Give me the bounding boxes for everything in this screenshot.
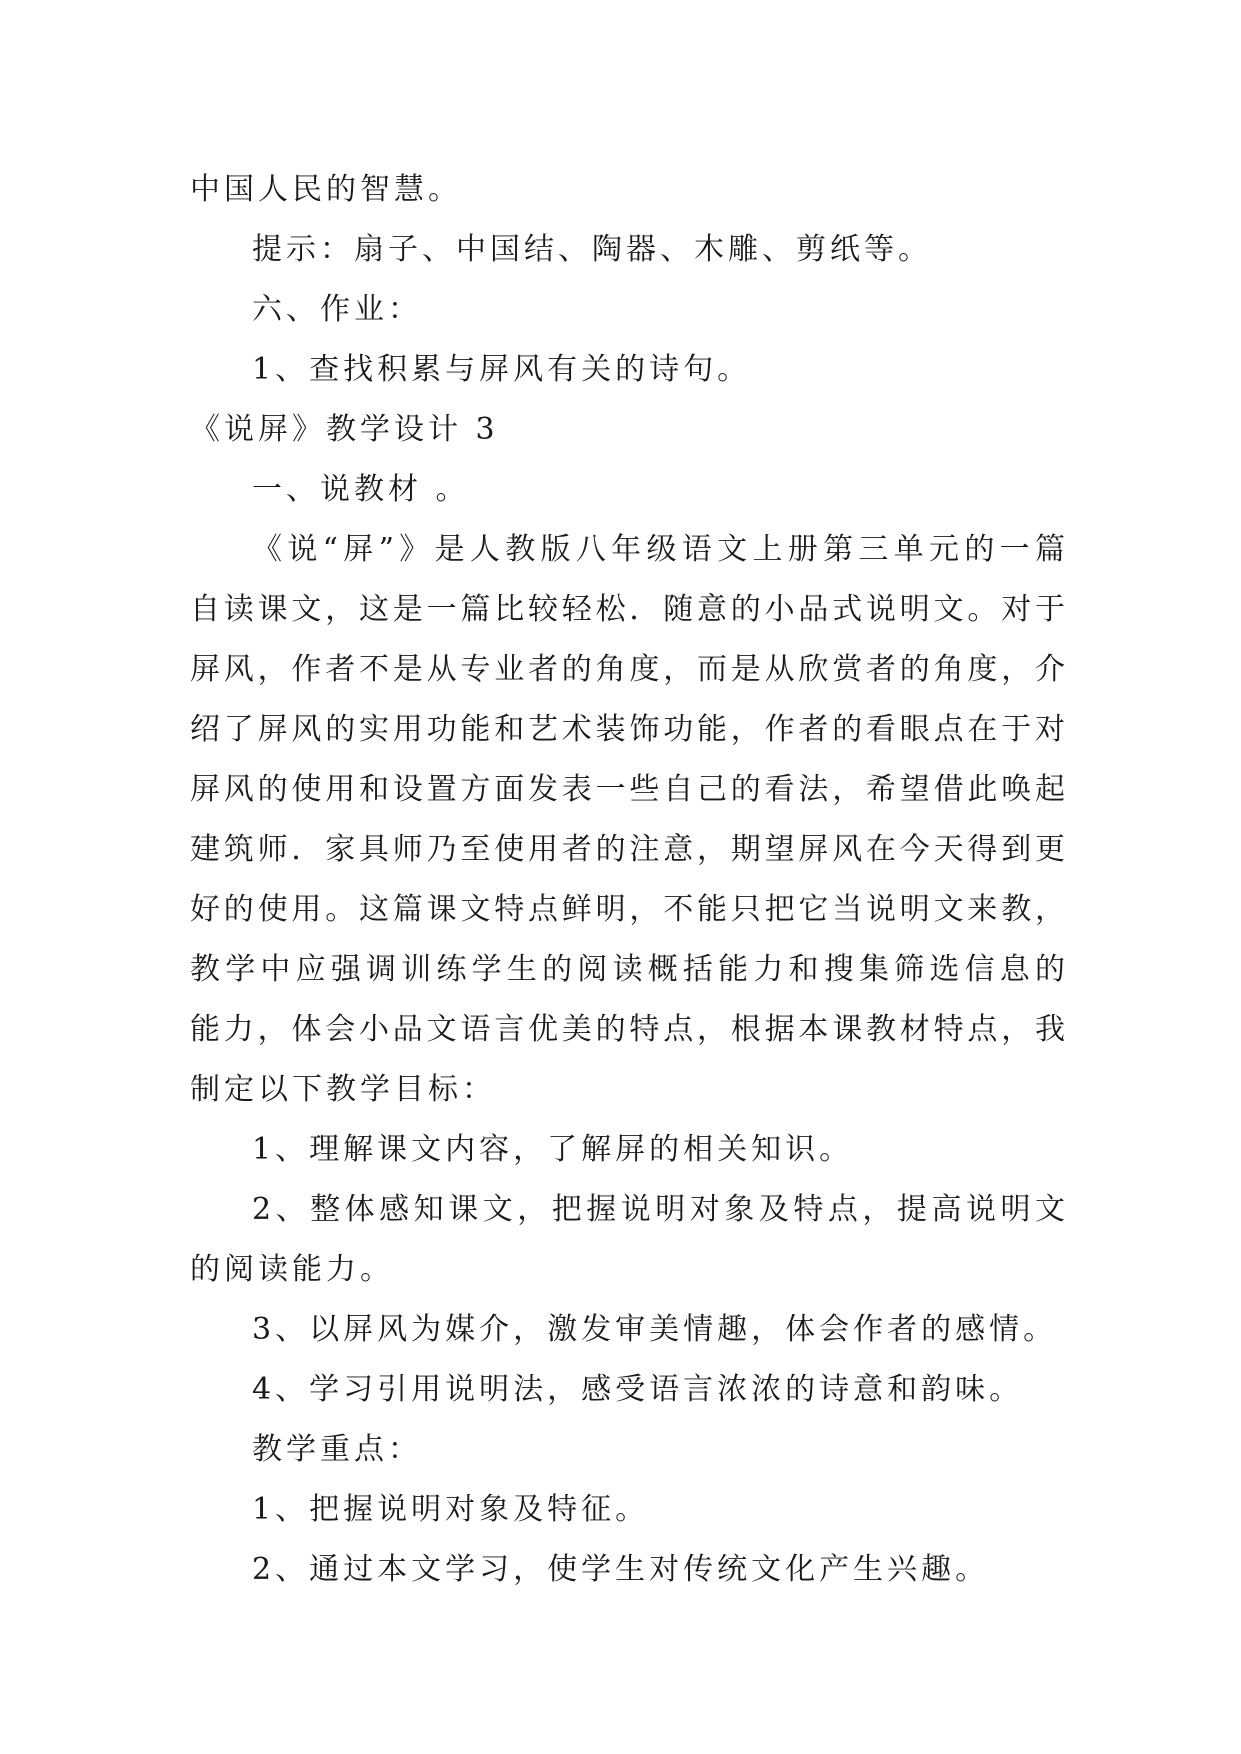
list-item: 1、查找积累与屏风有关的诗句。	[252, 352, 752, 387]
document-title: 《说屏》教学设计 3	[190, 412, 499, 447]
section-heading: 六、作业：	[252, 292, 422, 327]
paragraph-line: 好的使用。这篇课文特点鲜明，不能只把它当说明文来教，	[190, 892, 1065, 927]
document-body	[190, 160, 1065, 1600]
paragraph-line: 教学中应强调训练学生的阅读概括能力和搜集筛选信息的	[190, 952, 1065, 987]
paragraph-line: 自读课文，这是一篇比较轻松．随意的小品式说明文。对于	[190, 592, 1065, 627]
list-item-continuation: 的阅读能力。	[190, 1252, 394, 1287]
text-line: 提示：扇子、中国结、陶器、木雕、剪纸等。	[252, 232, 932, 267]
list-item: 1、把握说明对象及特征。	[252, 1492, 650, 1527]
paragraph-line: 屏风的使用和设置方面发表一些自己的看法，希望借此唤起	[190, 772, 1065, 807]
list-item: 3、以屏风为媒介，激发审美情趣，体会作者的感情。	[252, 1312, 1058, 1347]
section-heading: 教学重点：	[252, 1432, 422, 1467]
list-item: 4、学习引用说明法，感受语言浓浓的诗意和韵味。	[252, 1372, 1024, 1407]
list-item: 2、通过本文学习，使学生对传统文化产生兴趣。	[252, 1552, 990, 1587]
list-item: 2、整体感知课文，把握说明对象及特点，提高说明文	[252, 1192, 1065, 1227]
paragraph-line: 能力，体会小品文语言优美的特点，根据本课教材特点，我	[190, 1012, 1065, 1047]
list-item: 1、理解课文内容，了解屏的相关知识。	[252, 1132, 854, 1167]
paragraph-line: 制定以下教学目标：	[190, 1072, 496, 1107]
paragraph-line: 建筑师．家具师乃至使用者的注意，期望屏风在今天得到更	[190, 832, 1065, 867]
section-heading: 一、说教材 。	[252, 472, 470, 507]
paragraph-line: 绍了屏风的实用功能和艺术装饰功能，作者的看眼点在于对	[190, 712, 1065, 747]
paragraph-line: 《说“屏”》是人教版八年级语文上册第三单元的一篇	[252, 532, 1065, 567]
text-line: 中国人民的智慧。	[190, 172, 462, 207]
paragraph-line: 屏风，作者不是从专业者的角度，而是从欣赏者的角度，介	[190, 652, 1065, 687]
